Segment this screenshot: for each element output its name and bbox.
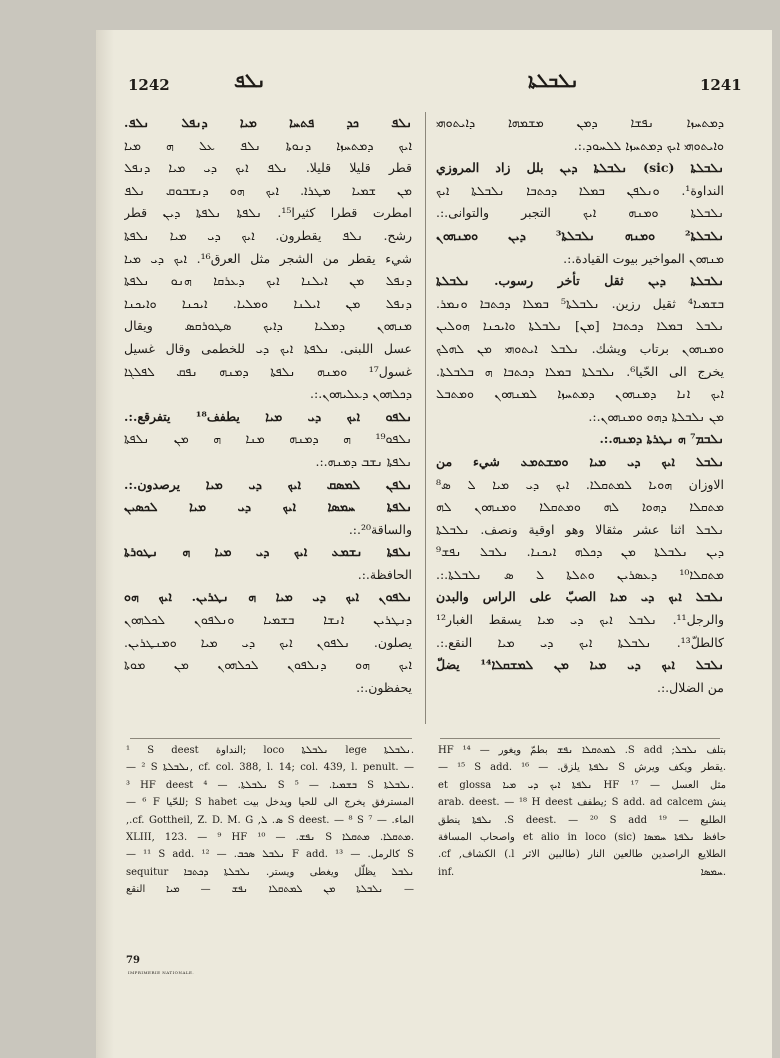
footnote-line: بتلف ܢܠܒܠ; S add. ܠܡܬܩܠܐ ܢܦܫ بطمّ ويغور — ¹⁴ HF (438, 745, 726, 756)
footnote-line: arab. deest. — ¹⁸ H deest يطفف; S add. ad calcem ينش (438, 797, 726, 809)
entry-line: عسل اللبنى. ܢܠܦܬܐ ܐܝܟ ܕܝ للخطمى وقال غسيل (124, 340, 412, 356)
entry-line: ܢܠܦܘ ܐܝܟ ܕܝ ܡܝܐ يطفف¹⁸ يتفرقع.:. (124, 408, 412, 424)
column-divider (425, 112, 426, 724)
footnote-line: الطلايع الراصدين طالعين النار (طالبين الاثر l.) الكشاف, cf. (438, 849, 726, 861)
footnote-line: — ⁶ F للحّيا; S habet المسترفق يخرج الى للحيا ويدخل بيت (126, 797, 414, 809)
entry-line: ܢܠܒܠ ܐܝܟ ܕܝ ܡܝܐ ܡܢ ܠܡܫܩܠܐ¹⁴ يضلّ (436, 657, 724, 673)
entry-line: ܕܢܛܪܝܢ ܐܢܫܐ ܒܫܡܝܐ ܘܢܠܦܘܢ ܠܟܠܗܘܢ (124, 612, 412, 628)
entry-line: ܐܝܟ ܕܡܬܚܙܐ ܕܢܘܬܐ ܢܠܦ ܥܠ ܗ ܡܝܐ (124, 137, 412, 153)
entry-line: ܐܝܟ ܐܢܐ ܕܡܢܗܘܢ ܕܡܬܚܙܐ ܠܡܢܗܘܢ ܘܡܬܒܠ (436, 386, 724, 402)
entry-line: ܕܡܬܚܙܐ ܢܦܫܐ ܕܡܢ ܡܫܡܗܐ ܕܐܝܬܘܗܝ (436, 115, 724, 130)
entry-line: ܕܟܠܗܘܢ ܕܥܠܝܗܘܢ.:. (310, 386, 412, 402)
left-footnotes (126, 742, 414, 899)
entry-line: ܢܠܦ ܟܕ ܦܬܚܐ ܡܝܐ ܕܢܦܠ ܢܠܦ. (124, 115, 412, 130)
right-footnote-rule (440, 738, 720, 739)
entry-line: الحافظة.:. (357, 566, 412, 582)
entry-line: ܢܠܒܠ اثنا عشر مثقالا وهو اوقية ونصف. ܢܠܒܠܬܐ (436, 521, 724, 537)
entry-line: ܢܠܒܠܬܐ ܘܡܢܗ ܐܝܟ التجبر والتوانى.:. (436, 205, 724, 221)
footnote-line: ³ HF deest ܢܠܒܠܬܐ. — ⁴ S ܒܫܡܝܐ. — ⁵ S ܢܠܒܠܬܐ. (126, 779, 414, 791)
footnote-line: ¹ S deest النداوة; loco ܢܠܒܠܬܐ lege ܢܠܒܠܬܐ. (126, 745, 414, 756)
entry-line: قطر قليلا قليلا. ܢܠܦ ܐܝܟ ܕܝ ܡܝܐ ܕܢܦܠ (124, 160, 412, 176)
entry-line: رشح. ܢܠܦ يقطرون. ܐܝܟ ܕܝ ܡܝܐ ܢܠܦܬܐ (124, 227, 412, 243)
entry-line: يخرج الى الحّيا⁶. ܢܠܒܠܬܐ ܒܡܠܐ ܕܟܬܒܐ ܗ ܒܠܒܠܬܐ. (436, 363, 724, 379)
entry-line: النداوة¹. ܘܢܠܦܢ ܒܡܠܐ ܕܟܬܒܐ ܢܠܒܠܬܐ ܐܝܟ (436, 182, 724, 198)
entry-line: والساقة²⁰.:. (348, 521, 412, 537)
entry-line: امطرت قطرا كثيرا¹⁵. ܢܠܦܬܐ ܢܠܦܬܐ ܕܝܢ قطر (124, 205, 412, 221)
entry-line: ܒܫܡܝܐ⁴ ثقيل رزين. ܢܠܒܠܬܐ⁵ ܒܡܠܐ ܕܟܬܒܐ ܘܢܡܪ. (436, 295, 724, 311)
entry-line: كالطلّ¹³. ܢܠܒܠܬܐ ܐܝܟ ܕܝ ܡܝܐ النقع.:. (436, 634, 724, 650)
entry-line: ܢܠܦܬܐ ܢܫܒ ܕܡܢܗ.:. (315, 453, 412, 469)
entry-line: ܢܠܒܠܬܐ (sic) ܢܠܒܠܬܐ ܕܝܢ بلل زاد المروزي (436, 160, 724, 176)
entry-line: ܡܬܩܠܐ¹⁰ ܕܥܣܪܝܢ ܘܬܠܬܐ ܠ ܣ ܢܠܒܠܬܐ.:. (436, 566, 724, 582)
entry-line: ܐܝܟ ܗܘ ܕܢܠܦܘܢ ܠܟܠܗܘܢ ܡܢ ܡܘܬܐ (124, 657, 412, 673)
entry-line: ܢܠܦܢ ܠܡܣܩ ܐܝܟ ܕܝ ܡܝܐ يرصدون.:. (124, 476, 412, 492)
footnote-line: حافظ ܢܠܦܬܐ ܚܡܣܐ et alio in loco (sic) واصحاب المسافة (438, 832, 726, 844)
entry-line: ܢܠܒܠ ܐܝܟ ܕܝ ܡܝܐ الصبّ على الراس والبدن (436, 589, 724, 605)
entry-line: شيء يقطر من الشجر مثل العرق¹⁶. ܐܝܟ ܕܝ ܡܝܐ (124, 250, 412, 266)
footnote-line: XLIII, 123. — ⁹ HF ܢܦܫ. — ¹⁰ S ܡܬܩܠܐ. ܡܬܩܠܐ. (126, 832, 414, 844)
entry-line: غسول¹⁷ ܘܡܢܗ ܢܠܦܬܐ ܕܡܢܗ ܢܦܩ ܠܦܠܓܐ (124, 363, 412, 379)
entry-line: ܕܢܦܠ ܡܢ ܐܝܠܢܐ ܐܝܟ ܕܥܪܩܐ ܗܢܘ ܢܠܦܬܐ (124, 273, 412, 289)
left-footnote-rule (130, 738, 412, 739)
entry-line: ܢܠܦܬܐ ܚܡܣܐ ܐܝܟ ܕܝ ܡܝܐ ܠܟܣܝܢ (124, 499, 412, 515)
entry-line: ܢܠܒܡ⁷ ܗ ܢܛܪܬܐ ܕܡܢܗ.:. (599, 431, 724, 447)
footnote-line: — ܢܠܒܠܬܐ ܡܢ ܠܡܬܩܠܐ ܢܦܫ — ܡܝܐ النقع (126, 884, 414, 896)
entry-line: ܡܢܗܘܢ المواخير بيوت القيادة.:. (563, 250, 724, 266)
entry-line: والرجل¹¹. ܢܠܒܠ ܐܝܟ ܕܝ ܡܝܐ يسقط الغبار¹² (436, 612, 724, 628)
entry-line: الاوزان ܗܘܝܐ ܠܡܬܩܠܐ. ܐܝܟ ܕܝ ܡܝܐ ܠ ܣ⁸ (436, 476, 724, 492)
entry-line: ܘܡܢܗܘܢ برتاب ويشك. ܢܠܒܠ ܐܝܬܘܗܝ ܡܢ ܠܗܠܟ (436, 340, 724, 356)
entry-line: يصلون. ܢܠܦܘܢ ܐܝܟ ܕܝ ܡܝܐ ܘܡܢܛܪܝܢ. (124, 634, 412, 650)
left-running-head: ܢܠܦ (234, 70, 266, 92)
entry-line: ܢܠܦܬܐ ܢܫܡܥ ܐܝܟ ܕܝ ܡܝܐ ܗ ܢܛܘܪܬܐ (124, 544, 412, 560)
footnote-line: sequitur ܢܠܒܠ يظلّل ويغطى ويستر. ܢܠܒܠܬܐ ܕܟܬܒܐ (126, 866, 414, 878)
right-page-number: 1241 (700, 76, 742, 94)
footnote-line: الماء. — ⁷ S deest. — ⁸ S ܣ. ܠ, cf. Gottheil, Z. D. M. G., (126, 814, 414, 826)
footnote-line: الطليع — ¹⁹ S deest. — ²⁰ S add. ܢܠܦܬܐ ينطق (438, 814, 726, 826)
entry-line: ܢܠܦܘܢ ܐܝܟ ܕܝ ܡܝܐ ܗ ܢܛܪܝܢ. ܐܝܟ ܗܘ (124, 589, 412, 605)
entry-line: ܕܝܢ ܢܠܒܠܬܐ ܡܢ ܕܟܠܗ ܐܝܟܢܐ. ܢܠܒܠ ܢܦܫ⁹ (436, 544, 724, 560)
entry-line: ܡܬܩܠܐ ܕܗܘܐ ܠܗ ܘܡܬܩܠܐ ܘܡܢܗܘܢ ܠܗ (436, 499, 724, 515)
entry-line: ܡܢ ܫܡܝܐ ܡܛܪܐ. ܐܝܟ ܗܘ ܕܢܫܒܘܩ ܢܠܦ (124, 182, 412, 198)
signature-mark: 79 (126, 955, 140, 966)
footnote-line: — ¹⁵ S add. ܢܠܦܬܐ يلزق. — ¹⁶ S يقطر ويكف ويرش. (438, 762, 726, 774)
imprint-line: IMPRIMERIE NATIONALE. (128, 970, 195, 975)
footnote-line: — ² S ܢܠܒܠܬܐ, cf. col. 388, l. 14; col. 439, l. penult. — (126, 762, 414, 774)
entry-line: من الضلال.:. (656, 679, 724, 695)
footnote-line: مثل العسل — ¹⁷ HF ܢܠܦܬܐ ܐܝܟ ܕܝ ܡܝܐ et glossa (438, 779, 726, 791)
footnote-line: — ¹¹ S add. ܢܠܒܠ ܣܟܒ. — ¹² F add. كالرمل. — ¹³ S (126, 849, 414, 861)
entry-line: ܕܢܦܠ ܡܢ ܐܝܠܢܐ ܘܡܠܝܐ. ܐܝܟܢܐ ܘܐܝܟܢܐ (124, 295, 412, 311)
entry-line: ܡܢ ܢܠܒܠܬܐ ܕܗܘ ܘܡܢܗܘܢ.:. (588, 408, 724, 424)
entry-line: ܢܠܦܘ¹⁹ ܗ ܕܡܢܗ ܡܢܐ ܗ ܡܢ ܢܠܦܬܐ (124, 431, 412, 447)
entry-line: ܢܠܒܠ ܐܝܟ ܕܝ ܡܝܐ ܘܡܫܬܡܥ شيء من (436, 453, 724, 469)
entry-line: ܢܠܒܠܬܐ² ܘܡܢܗ ܢܠܒܠܬܐ³ ܕܝܢ ܘܡܢܗܘܢ (436, 227, 724, 243)
left-text-column (124, 112, 412, 732)
entry-line: يحفظون.:. (356, 679, 412, 695)
entry-line: ܘܐܝܬܘܗܝ ܐܝܟ ܕܡܬܚܙܐ ܠܠܚܘܕ.:. (573, 137, 724, 153)
right-footnotes (438, 742, 726, 881)
book-spine-shadow (96, 30, 114, 1058)
entry-line: ܢܠܒܠ ܒܡܠܐ ܕܟܬܒܐ [ܡܢ] ܢܠܒܠܬܐ ܘܐܝܟܢܐ ܗܘܠܝܢ (436, 318, 724, 334)
entry-line: ܢܠܒܠܬܐ ܕܝܢ ثقل تأخر رسوب. ܢܠܒܠܬܐ (436, 273, 724, 289)
right-running-head: ܢܠܒܠܬܐ (528, 70, 579, 92)
footnote-line: inf. ܚܡܣܐ. (438, 866, 726, 878)
right-text-column (436, 112, 724, 732)
entry-line: ܡܢܗܘܢ ܕܡܠܝܐ ܕܐܝܟ ܣܛܘܪܩܣ ويقال (124, 318, 412, 334)
left-page-number: 1242 (128, 76, 170, 94)
